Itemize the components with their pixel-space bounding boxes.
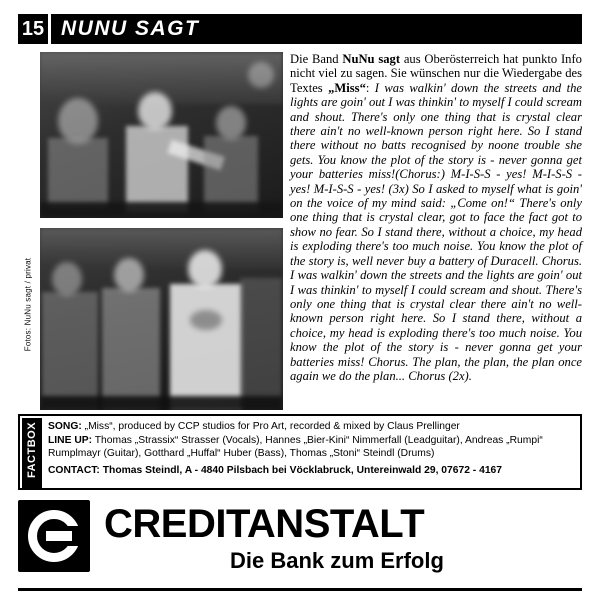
factbox-tab-label: FACTBOX xyxy=(26,421,38,479)
factbox-song-value: „Miss“, produced by CCP studios for Pro Art, recorded & mixed by Claus Prellinger xyxy=(84,421,460,432)
creditanstalt-logo-icon xyxy=(18,500,90,572)
advert-slogan: Die Bank zum Erfolg xyxy=(230,548,444,573)
photo-content-top xyxy=(40,52,283,218)
factbox-contact-label: CONTACT: xyxy=(48,464,100,476)
factbox-lineup-value: Thomas „Strassix“ Strasser (Vocals), Hannes „Bier-Kini“ Nimmerfall (Leadguitar), Andreas „Rumpi“ Rumplmayr (Guitar), Gotthard „Huffal“ Huber (Bass), Thomas „Stoni“ Steindl (Drums) xyxy=(48,434,543,460)
section-title: NUNU SAGT xyxy=(61,17,200,40)
article-paragraph: Die Band NuNu sagt aus Oberösterreich hat punkto Info nicht viel zu sagen. Sie wünschen nur die Wiedergabe des Textes „Miss“: I was walkin' down the streets and the lights are goin' out I was thinkin' to myself I could scream and shout. There's only one thing that is crystal clear there ain't no well-known person right here. So I stand there without no batts recognised by noone trouble she gets. You know the plot of the story is - never gonna get your batteries miss!(Chorus:) M-I-S-S - yes! M-I-S-S - yes! M-I-S-S - yes! (3x) So I asked to myself what is goin' on the voice of my mind said: „Come on!“ There's only one thing that is crystal clear, got to face the fact got to show no fear. So I stand there, without a choice, my head is exploding there's too much noise. You know the plot of the story is, well never buy a battery of Duracell. Chorus. I was walkin' down the streets and the lights are goin' out I was thinkin' to myself I could scream and shout. There's only one thing that is crystal clear there ain't no well-known person right here. So I stand there, without a choice, my head is exploding there's too much noise. You know the plot of the story is - never gonna get your batteries miss! Chorus. The plan, the plan, the plan once again we do the plan... Chorus (2x). xyxy=(290,52,582,383)
factbox-song-line xyxy=(48,420,574,434)
bottom-rule xyxy=(18,588,582,591)
page-number: 15 xyxy=(18,14,48,44)
photo-credit: Fotos: NuNu sagt / privat xyxy=(23,257,33,352)
band-photo-group xyxy=(40,228,283,410)
factbox-tab xyxy=(22,418,42,490)
band-photo-live xyxy=(40,52,283,218)
factbox-song-label: SONG: xyxy=(48,421,82,432)
section-header-bar xyxy=(51,14,582,44)
advert-creditanstalt xyxy=(18,498,582,580)
factbox-lineup-line xyxy=(48,434,574,461)
article-body xyxy=(290,52,582,383)
page-header xyxy=(18,14,582,44)
logo-bar xyxy=(46,531,72,541)
advert-brand: CREDITANSTALT xyxy=(104,502,425,546)
factbox-contact-value: Thomas Steindl, A - 4840 Pilsbach bei Vöcklabruck, Untereinwald 29, 07672 - 4167 xyxy=(102,464,502,476)
factbox-body xyxy=(48,420,574,477)
photo-content-bottom xyxy=(40,228,283,410)
factbox xyxy=(18,414,582,490)
factbox-contact-line xyxy=(48,464,574,478)
factbox-lineup-label: LINE UP: xyxy=(48,434,93,446)
